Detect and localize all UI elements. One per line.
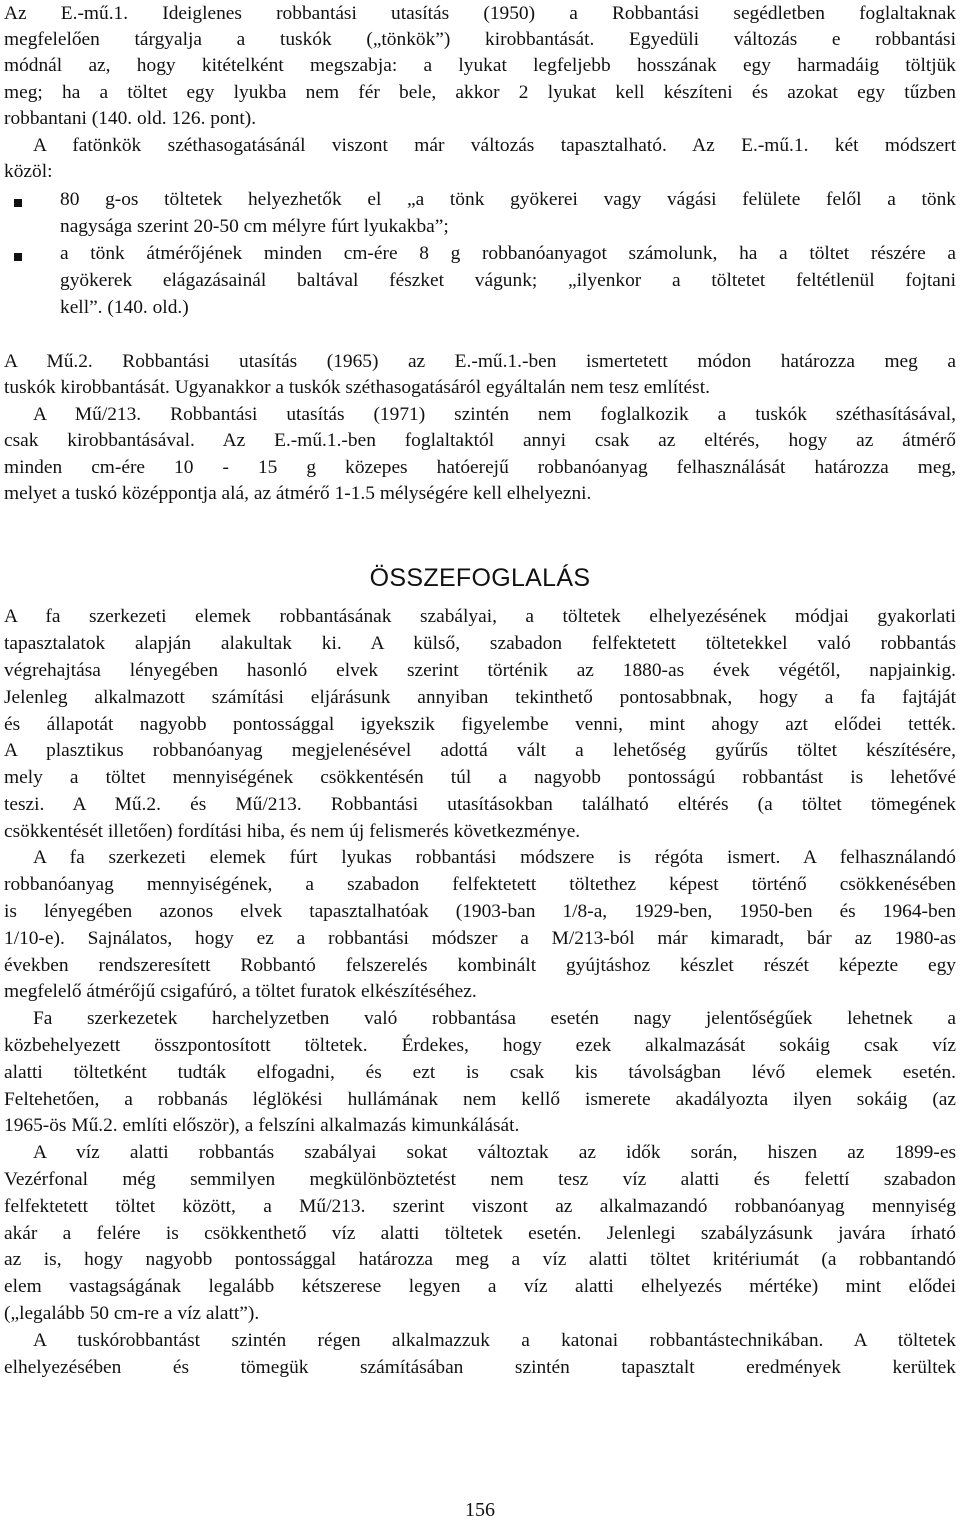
paragraph-line: A tuskórobbantást szintén régen alkalmazzuk a katonai robbantástechnikában. A töltetek (33, 1330, 956, 1351)
list-item-line: gyökerek elágazásainál baltával fészket vágunk; „ilyenkor a töltetet feltétlenül fojtani (60, 270, 956, 291)
paragraph-line: tuskók kirobbantását. Ugyanakkor a tuskók széthasogatásáról egyáltalán nem tesz említést. (4, 377, 710, 398)
paragraph-line: Fa szerkezetek harchelyzetben való robbantása esetén nagy jelentőségűek lehetnek a (33, 1008, 956, 1029)
paragraph-line: A plasztikus robbanóanyag megjelenésével adottá vált a lehetőség gyűrűs töltet készítésére, (4, 740, 956, 761)
paragraph-line: elem vastagságának legalább kétszerese legyen a víz alatti elhelyezés mértéke) mint elődei (4, 1276, 956, 1297)
list-item-line: kell”. (140. old.) (60, 297, 189, 318)
paragraph-line: az is, hogy nagyobb pontossággal határozza meg a víz alatti töltet kritériumát (a robbantandó (4, 1249, 956, 1270)
paragraph-line: Feltehetően, a robbanás léglökési hullámának nem kellő ismerete akadályozta ilyen sokáig (az (4, 1089, 956, 1110)
square-bullet-icon (14, 253, 22, 261)
paragraph-line: csökkentését illetően) fordítási hiba, és nem új felismerés következménye. (4, 821, 581, 842)
paragraph-line: alatti töltetként tudták elfogadni, és ezt is csak kis távolságban lévő elemek esetén. (4, 1062, 956, 1083)
paragraph-line: módnál az, hogy kitételként megszabja: a lyukat legfeljebb hosszának egy harmadáig töltjük (4, 55, 956, 76)
paragraph-line: A Mű/213. Robbantási utasítás (1971) szintén nem foglalkozik a tuskók széthasításával, (33, 404, 956, 425)
paragraph-line: A fa szerkezeti elemek fúrt lyukas robbantási módszere is régóta ismert. A felhasználandó (33, 847, 956, 868)
square-bullet-icon (14, 199, 22, 207)
paragraph-line: és állapotát nagyobb pontossággal igyekszik figyelembe venni, mint ahogy azt elődei tették. (4, 714, 956, 735)
paragraph-line: elhelyezésében és tömegük számításában szintén tapasztalt eredmények kerültek (4, 1357, 956, 1378)
paragraph-line: A víz alatti robbantás szabályai sokat változtak az idők során, hiszen az 1899-es (33, 1142, 956, 1163)
paragraph-line: megfelelően tárgyalja a tuskók („tönkök”) kirobbantását. Egyedüli változás e robbantási (4, 29, 956, 50)
paragraph-line: A fatönkök széthasogatásánál viszont már változás tapasztalható. Az E.-mű.1. két módszert (33, 135, 956, 156)
paragraph-line: közbehelyezett összpontosított töltetek. Érdekes, hogy ezek alkalmazását sokáig csak víz (4, 1035, 956, 1056)
paragraph-line: minden cm-ére 10 - 15 g közepes hatóerejű robbanóanyag felhasználását határozza meg, (4, 457, 956, 478)
paragraph-line: tapasztalatok alapján alakultak ki. A külső, szabadon felfektetett töltetekkel való robbantás (4, 633, 956, 654)
paragraph-line: is lényegében azonos elvek tapasztalhatóak (1903-ban 1/8-a, 1929-ben, 1950-ben és 1964-ben (4, 901, 956, 922)
paragraph-line: 1/10-e). Sajnálatos, hogy ez a robbantási módszer a M/213-ból már kimaradt, bár az 1980-as (4, 928, 956, 949)
list-item-line: a tönk átmérőjének minden cm-ére 8 g robbanóanyagot számolunk, ha a töltet részére a (60, 243, 956, 264)
paragraph-line: teszi. A Mű.2. és Mű/213. Robbantási utasításokban található eltérés (a töltet tömegének (4, 794, 956, 815)
paragraph-line: megfelelő átmérőjű csigafúró, a töltet furatok elkészítéséhez. (4, 981, 477, 1002)
paragraph-line: Vezérfonal még semmilyen megkülönböztetést nem tesz víz alatti és felettí szabadon (4, 1169, 956, 1190)
paragraph-line: Az E.-mű.1. Ideiglenes robbantási utasítás (1950) a Robbantási segédletben foglaltaknak (4, 3, 956, 24)
paragraph-line: A fa szerkezeti elemek robbantásának szabályai, a töltetek elhelyezésének módjai gyakorlati (4, 606, 956, 627)
paragraph-line: robbantani (140. old. 126. pont). (4, 108, 257, 129)
paragraph-line: („legalább 50 cm-re a víz alatt”). (4, 1303, 260, 1324)
paragraph-line: végrehajtása lényegében hasonló elvek szerint történik az 1880-as évek végétől, napjainkig. (4, 660, 956, 681)
paragraph-line: csak kirobbantásával. Az E.-mű.1.-ben foglaltaktól annyi csak az eltérés, hogy az átmérő (4, 430, 956, 451)
paragraph-line: években rendszeresített Robbantó felszerelés kombinált gyújtáshoz készlet részét képezte egy (4, 955, 956, 976)
paragraph-line: akár a felére is csökkenthető víz alatti töltetek esetén. Jelenlegi szabályzásunk javára írható (4, 1223, 956, 1244)
paragraph-line: közöl: (4, 161, 53, 182)
paragraph-line: robbanóanyag mennyiségének, a szabadon felfektetett töltethez képest történő csökkenésében (4, 874, 956, 895)
list-item-line: nagysága szerint 20-50 cm mélyre fúrt lyukakba”; (60, 216, 449, 237)
paragraph-line: Jelenleg alkalmazott számítási eljárásunk annyiban tekinthető pontosabbnak, hogy a fa fajtáját (4, 687, 956, 708)
paragraph-line: melyet a tuskó középpontja alá, az átmérő 1-1.5 mélységére kell elhelyezni. (4, 483, 592, 504)
list-item-line: 80 g-os töltetek helyezhetők el „a tönk gyökerei vagy vágási felülete felől a tönk (60, 189, 956, 210)
page-number: 156 (465, 1499, 495, 1521)
paragraph-line: A Mű.2. Robbantási utasítás (1965) az E.-mű.1.-ben ismertetett módon határozza meg a (4, 351, 956, 372)
paragraph-line: felfektetett töltet között, a Mű/213. szerint viszont az alkalmazandó robbanóanyag mennyiség (4, 1196, 956, 1217)
paragraph-line: 1965-ös Mű.2. említi először), a felszíni alkalmazás kimunkálását. (4, 1115, 520, 1136)
paragraph-line: meg; ha a töltet egy lyukba nem fér bele, akkor 2 lyukat kell készíteni és azokat egy tűzben (4, 82, 956, 103)
section-heading: ÖSSZEFOGLALÁS (369, 564, 591, 592)
paragraph-line: mely a töltet mennyiségének csökkentésén túl a nagyobb pontosságú robbantást is lehetővé (4, 767, 956, 788)
